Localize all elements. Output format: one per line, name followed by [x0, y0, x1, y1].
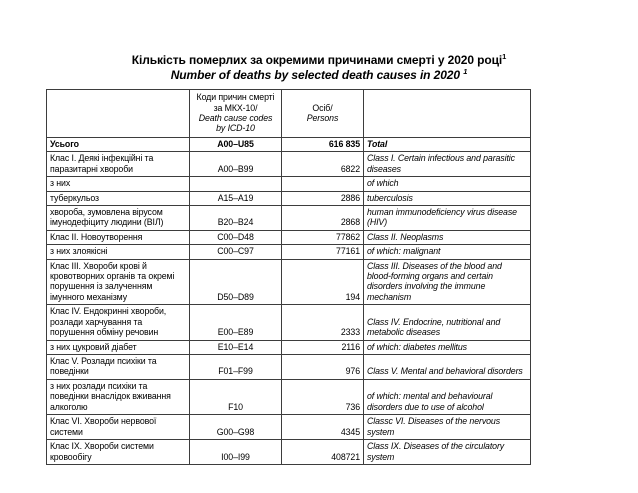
persons-count: 2886 [282, 191, 364, 205]
table-header-row [47, 90, 531, 138]
header-persons-uk: Осіб/ [312, 102, 333, 113]
cause-name-uk: Клас II. Новоутворення [47, 230, 190, 244]
table-row-class-2 [47, 230, 531, 244]
cause-name-en: of which [364, 177, 531, 191]
table-row-class-3 [47, 259, 531, 305]
title-en-text: Number of deaths by selected death causes in 2020 [170, 68, 460, 82]
persons-count: 2116 [282, 340, 364, 354]
table-row-total [47, 138, 531, 152]
header-cause-en-empty [364, 90, 531, 138]
icd-code: A00–U85 [190, 138, 282, 152]
cause-name-en: Class III. Diseases of the blood and blood-forming organs and certain disorders involving the immune mechanism [364, 259, 531, 305]
cause-name-uk: Клас III. Хвороби крові й кровотворних органів та окремі порушення із залученням імунного механізму [47, 259, 190, 305]
footnote-marker: 1 [463, 67, 468, 76]
cause-name-uk: з них розлади психіки та поведінки внаслідок вживання алкоголю [47, 379, 190, 414]
cause-name-en: Total [364, 138, 531, 152]
icd-code: A15–A19 [190, 191, 282, 205]
icd-code: I00–I99 [190, 439, 282, 464]
cause-name-en: Class I. Certain infectious and parasitic diseases [364, 152, 531, 177]
cause-name-uk: з них злоякісні [47, 245, 190, 259]
cause-name-en: Classc VI. Diseases of the nervous system [364, 414, 531, 439]
icd-code: E10–E14 [190, 340, 282, 354]
cause-name-uk: з них [47, 177, 190, 191]
table-row-diabetes [47, 340, 531, 354]
persons-count: 77161 [282, 245, 364, 259]
cause-name-uk: хвороба, зумовлена вірусом імунодефіциту людини (ВІЛ) [47, 206, 190, 231]
deaths-by-cause-table [46, 89, 531, 465]
header-persons [282, 90, 364, 138]
persons-count: 736 [282, 379, 364, 414]
cause-name-uk: Клас VI. Хвороби нервової системи [47, 414, 190, 439]
header-codes-uk-line1: Коди причин смерті [196, 92, 275, 103]
cause-name-en: Class IV. Endocrine, nutritional and metabolic diseases [364, 305, 531, 340]
cause-name-uk: Клас IV. Ендокринні хвороби, розлади харчування та порушення обміну речовин [47, 305, 190, 340]
header-persons-en: Persons [306, 113, 339, 123]
persons-count: 6822 [282, 152, 364, 177]
cause-name-en: Class V. Mental and behavioral disorders [364, 354, 531, 379]
table-row-class-1 [47, 152, 531, 177]
cause-name-en: tuberculosis [364, 191, 531, 205]
persons-count: 408721 [282, 439, 364, 464]
title-uk-text: Кількість померлих за окремими причинами смерті у 2020 році [131, 53, 503, 67]
persons-count: 77862 [282, 230, 364, 244]
cause-name-uk: Усього [47, 138, 190, 152]
persons-count: 2868 [282, 206, 364, 231]
table-row-hiv [47, 206, 531, 231]
icd-code: B20–B24 [190, 206, 282, 231]
icd-code: F01–F99 [190, 354, 282, 379]
cause-name-en: Class IX. Diseases of the circulatory system [364, 439, 531, 464]
cause-name-en: Class II. Neoplasms [364, 230, 531, 244]
cause-name-en: of which: mental and behavioural disorders due to use of alcohol [364, 379, 531, 414]
header-death-cause-codes [190, 90, 282, 138]
footnote-marker: 1 [502, 52, 507, 61]
icd-code: E00–E89 [190, 305, 282, 340]
cause-name-uk: з них цукровий діабет [47, 340, 190, 354]
page-title-ukrainian [0, 53, 638, 67]
icd-code: G00–G98 [190, 414, 282, 439]
title-block [0, 53, 638, 82]
icd-code: C00–D48 [190, 230, 282, 244]
table-row-class-6 [47, 414, 531, 439]
header-cause-uk-empty [47, 90, 190, 138]
cause-name-uk: Клас IX. Хвороби системи кровообігу [47, 439, 190, 464]
table-row-class-5 [47, 354, 531, 379]
persons-count: 976 [282, 354, 364, 379]
persons-count: 4345 [282, 414, 364, 439]
table-row-alcohol-disorders [47, 379, 531, 414]
table-row-class-4 [47, 305, 531, 340]
table-row-tuberculosis [47, 191, 531, 205]
icd-code: A00–B99 [190, 152, 282, 177]
cause-name-en: human immunodeficiency virus disease (HIV) [364, 206, 531, 231]
page-title-english [0, 68, 638, 82]
icd-code [190, 177, 282, 191]
persons-count [282, 177, 364, 191]
persons-count: 616 835 [282, 138, 364, 152]
table-row-class-9 [47, 439, 531, 464]
cause-name-uk: Клас I. Деякі інфекційні та паразитарні хвороби [47, 152, 190, 177]
icd-code: C00–C97 [190, 245, 282, 259]
icd-code: D50–D89 [190, 259, 282, 305]
icd-code: F10 [190, 379, 282, 414]
cause-name-en: of which: malignant [364, 245, 531, 259]
persons-count: 2333 [282, 305, 364, 340]
table-row-of-which [47, 177, 531, 191]
cause-name-uk: туберкульоз [47, 191, 190, 205]
header-codes-en-line1: Death cause codes [198, 113, 273, 123]
cause-name-en: of which: diabetes mellitus [364, 340, 531, 354]
header-codes-en-line2: by ICD-10 [216, 123, 255, 134]
header-codes-uk-line2: за МКХ-10/ [213, 102, 258, 113]
cause-name-uk: Клас V. Розлади психіки та поведінки [47, 354, 190, 379]
table-row-malignant [47, 245, 531, 259]
persons-count: 194 [282, 259, 364, 305]
